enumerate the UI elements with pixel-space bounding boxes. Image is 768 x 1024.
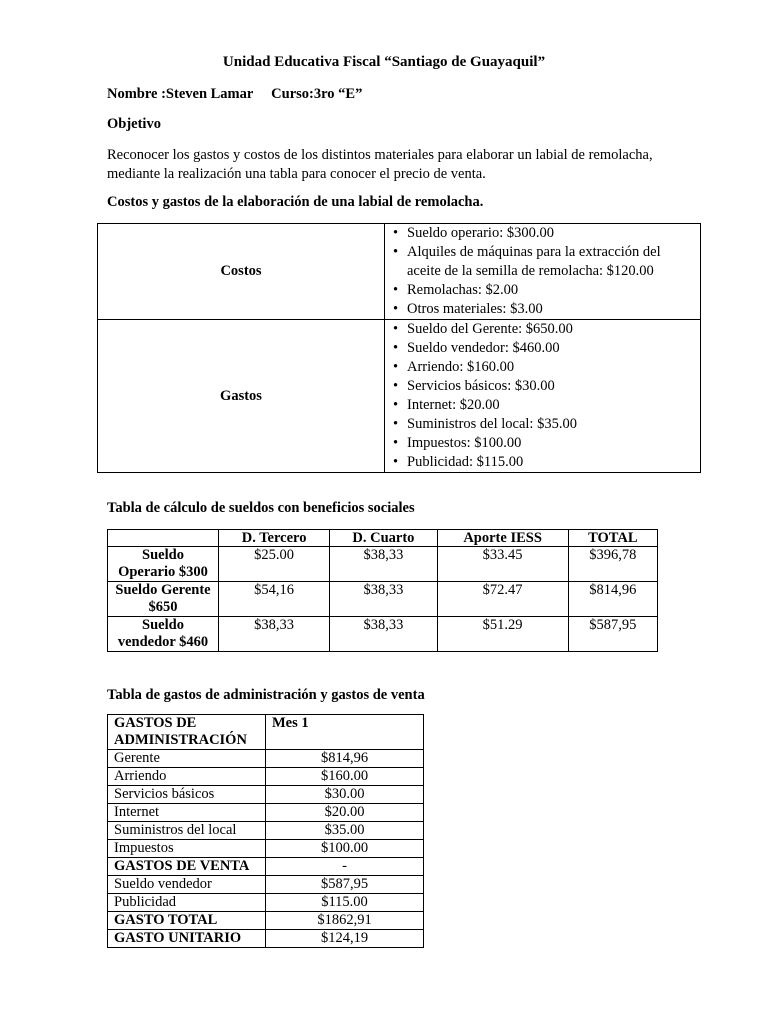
gastos-item: • Arriendo: $160.00 [407,358,694,377]
salary-cell: $51.29 [437,617,568,652]
expense-value: $35.00 [266,822,424,840]
unit-expense-label: GASTO UNITARIO [108,930,266,948]
salary-table [107,529,658,652]
admin-sales-expenses-table [107,714,424,948]
gastos-label: Gastos [98,320,385,473]
table-row [108,822,424,840]
table2-heading: Tabla de cálculo de sueldos con beneficios sociales [107,500,415,516]
document-title: Unidad Educativa Fiscal “Santiago de Guayaquil” [222,54,546,70]
costos-item: • Remolachas: $2.00 [407,281,694,300]
sales-expenses-subheader: GASTOS DE VENTA [108,858,266,876]
costos-items-cell [385,224,701,320]
expense-value: $160.00 [266,768,424,786]
table-row [108,617,658,652]
gastos-item: • Internet: $20.00 [407,396,694,415]
gastos-list [391,320,694,472]
expense-value: $20.00 [266,804,424,822]
month-header: Mes 1 [266,715,424,750]
expenses-header-row [108,715,424,750]
salary-cell: $25.00 [219,547,330,582]
table1-heading: Costos y gastos de la elaboración de una labial de remolacha. [107,194,484,210]
costos-item: • Otros materiales: $3.00 [407,300,694,319]
salary-header-empty [108,530,219,547]
salary-header-cell: D. Cuarto [330,530,437,547]
table-row [108,876,424,894]
salary-cell: $38,33 [330,547,437,582]
salary-cell: $38,33 [330,617,437,652]
salary-cell: $38,33 [219,617,330,652]
objective-text [107,146,653,184]
costos-item: • Alquiles de máquinas para la extracción del aceite de la semilla de remolacha: $120.00 [407,243,694,281]
expense-label: Publicidad [108,894,266,912]
salary-cell: $33.45 [437,547,568,582]
salary-cell: $38,33 [330,582,437,617]
table-row [108,750,424,768]
gastos-row [98,320,701,473]
objective-line-2: mediante la realización una tabla para conocer el precio de venta. [107,166,486,182]
table-row [108,894,424,912]
expense-value: $100.00 [266,840,424,858]
expense-value: $30.00 [266,786,424,804]
table-row [108,768,424,786]
costos-label: Costos [98,224,385,320]
table-row [108,840,424,858]
gastos-item: • Sueldo del Gerente: $650.00 [407,320,694,339]
salary-row-label: Sueldo vendedor $460 [108,617,219,652]
salary-header-cell: D. Tercero [219,530,330,547]
expense-label: Sueldo vendedor [108,876,266,894]
expense-value: $587,95 [266,876,424,894]
table-row [108,930,424,948]
table-row [108,582,658,617]
total-expense-value: $1862,91 [266,912,424,930]
costos-row [98,224,701,320]
salary-header-cell: TOTAL [568,530,657,547]
expense-label: Internet [108,804,266,822]
salary-row-label: Sueldo Operario $300 [108,547,219,582]
gastos-item: • Impuestos: $100.00 [407,434,694,453]
gastos-item: • Publicidad: $115.00 [407,453,694,472]
table-row [108,912,424,930]
expense-label: Impuestos [108,840,266,858]
expense-label: Suministros del local [108,822,266,840]
expense-label: Arriendo [108,768,266,786]
expense-value: $814,96 [266,750,424,768]
salary-cell: $54,16 [219,582,330,617]
table3-heading: Tabla de gastos de administración y gastos de venta [107,687,425,703]
costos-list [391,224,694,319]
gastos-items-cell [385,320,701,473]
expense-value: $115.00 [266,894,424,912]
admin-expenses-header: GASTOS DE ADMINISTRACIÓN [108,715,266,750]
salary-header-row [108,530,658,547]
salary-cell: $396,78 [568,547,657,582]
costos-item: • Sueldo operario: $300.00 [407,224,694,243]
student-info: Nombre :Steven Lamar Curso:3ro “E” [107,86,363,102]
table-row [108,858,424,876]
total-expense-label: GASTO TOTAL [108,912,266,930]
unit-expense-value: $124,19 [266,930,424,948]
salary-cell: $72.47 [437,582,568,617]
expense-value: - [266,858,424,876]
costs-expenses-table [97,223,701,473]
gastos-item: • Suministros del local: $35.00 [407,415,694,434]
gastos-item: • Sueldo vendedor: $460.00 [407,339,694,358]
table-row [108,786,424,804]
salary-cell: $814,96 [568,582,657,617]
objective-heading: Objetivo [107,116,161,132]
table-row [108,547,658,582]
salary-header-cell: Aporte IESS [437,530,568,547]
gastos-item: • Servicios básicos: $30.00 [407,377,694,396]
salary-row-label: Sueldo Gerente $650 [108,582,219,617]
objective-line-1: Reconocer los gastos y costos de los distintos materiales para elaborar un labial de remolacha, [107,147,653,163]
expense-label: Gerente [108,750,266,768]
table-row [108,804,424,822]
expense-label: Servicios básicos [108,786,266,804]
salary-cell: $587,95 [568,617,657,652]
